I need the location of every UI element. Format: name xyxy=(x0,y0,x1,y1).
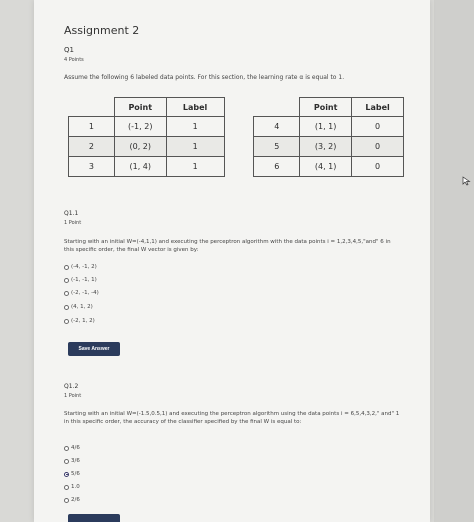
question-intro: Assume the following 6 labeled data points. For this section, the learning rate α is equal to 1. xyxy=(64,74,345,81)
table-cell: 1 xyxy=(69,117,115,137)
question-points: 4 Points xyxy=(64,57,84,63)
option-label: (-4, -1, 2) xyxy=(71,264,97,270)
table-cell: 0 xyxy=(352,137,404,157)
column-header: Point xyxy=(300,98,352,117)
table-cell: (4, 1) xyxy=(300,157,352,177)
column-header: Label xyxy=(352,98,404,117)
radio-button[interactable] xyxy=(64,265,69,270)
option-label: 2/6 xyxy=(71,497,80,503)
table-cell: (1, 4) xyxy=(114,157,166,177)
option-label: (-2, -1, -4) xyxy=(71,290,99,296)
answer-option[interactable] xyxy=(64,277,97,283)
answer-option[interactable] xyxy=(64,458,80,464)
background-margin xyxy=(434,0,474,522)
option-label: 4/6 xyxy=(71,445,80,451)
radio-button[interactable] xyxy=(64,305,69,310)
save-answer-button[interactable] xyxy=(68,514,120,522)
question-points: 1 Point xyxy=(64,393,82,399)
option-label: (4, 1, 2) xyxy=(71,304,93,310)
save-answer-button[interactable]: Save Answer xyxy=(68,342,120,356)
table-cell: 4 xyxy=(254,117,300,137)
table-cell: 0 xyxy=(352,117,404,137)
option-label: (-1, -1, 1) xyxy=(71,277,97,283)
table-header-row xyxy=(69,98,404,117)
table-cell: (0, 2) xyxy=(114,137,166,157)
table-cell: 5 xyxy=(254,137,300,157)
table-row xyxy=(69,117,404,137)
answer-option[interactable] xyxy=(64,290,99,296)
table-cell: (1, 1) xyxy=(300,117,352,137)
table-cell: (-1, 2) xyxy=(114,117,166,137)
table-cell: 0 xyxy=(352,157,404,177)
radio-button[interactable] xyxy=(64,278,69,283)
answer-option[interactable] xyxy=(64,497,80,503)
question-points: 1 Point xyxy=(64,220,82,226)
answer-option[interactable] xyxy=(64,264,97,270)
table-cell: (3, 2) xyxy=(300,137,352,157)
answer-option[interactable] xyxy=(64,471,80,477)
question-text: Starting with an initial W=(-1.5,0.5,1) and executing the perceptron algorithm using the data points i = 6,5,4,3,2," and" 1 in this specific order, the accuracy of the classifier specified by the final W is equal to: xyxy=(64,411,400,425)
answer-option[interactable] xyxy=(64,304,93,310)
radio-button[interactable] xyxy=(64,498,69,503)
table-cell: 6 xyxy=(254,157,300,177)
answer-option[interactable] xyxy=(64,484,80,490)
table-cell: 1 xyxy=(166,137,224,157)
table-cell: 1 xyxy=(166,157,224,177)
table-cell: 1 xyxy=(166,117,224,137)
question-label: Q1 xyxy=(64,46,74,54)
data-points-table xyxy=(68,97,404,177)
table-row xyxy=(69,137,404,157)
radio-button[interactable] xyxy=(64,319,69,324)
radio-button[interactable] xyxy=(64,459,69,464)
option-label: 3/6 xyxy=(71,458,80,464)
page-title: Assignment 2 xyxy=(64,24,140,37)
option-label: (-2, 1, 2) xyxy=(71,318,95,324)
radio-button[interactable] xyxy=(64,291,69,296)
question-label: Q1.1 xyxy=(64,210,79,217)
radio-button-selected[interactable] xyxy=(64,472,69,477)
option-label: 1.0 xyxy=(71,484,80,490)
answer-option[interactable] xyxy=(64,318,95,324)
table-cell: 2 xyxy=(69,137,115,157)
option-label: 5/6 xyxy=(71,471,80,477)
mouse-cursor-icon xyxy=(462,176,471,186)
table-cell: 3 xyxy=(69,157,115,177)
answer-option[interactable] xyxy=(64,445,80,451)
column-header: Point xyxy=(114,98,166,117)
question-label: Q1.2 xyxy=(64,383,79,390)
table-row xyxy=(69,157,404,177)
radio-button[interactable] xyxy=(64,485,69,490)
radio-button[interactable] xyxy=(64,446,69,451)
column-header: Label xyxy=(166,98,224,117)
question-text: Starting with an initial W=(-4,1,1) and executing the perceptron algorithm with the data points i = 1,2,3,4,5,"and" 6 in this specific order, the final W vector is given by: xyxy=(64,239,391,253)
